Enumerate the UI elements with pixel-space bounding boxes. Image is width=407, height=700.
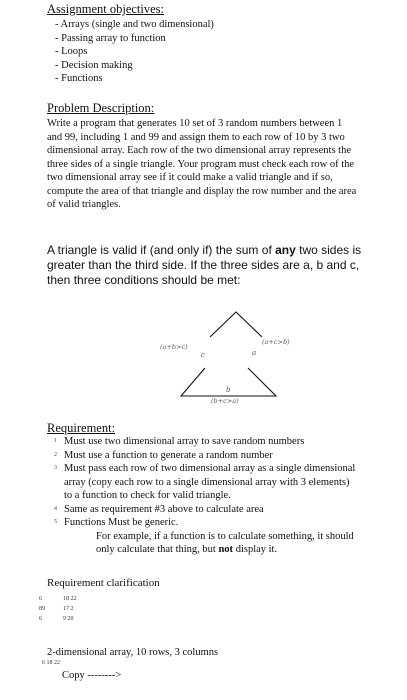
problem-text: Write a program that generates 10 set of 3 random numbers between 1 and 99, including 1 and 99 and assign them to each row of 10 by 3 two dimensional array. Each row of the two dimensional array represents the three sides of a single triangle. Your program must check each row of the two dimensional array see if it could make a valid triangle and if so, compute the area of that triangle and display the row number and the area of valid triangles. [47, 118, 357, 210]
side-label-b: b [226, 386, 231, 394]
clarification-row-right: 17 2 [63, 606, 74, 612]
requirement-number: 5 [54, 519, 57, 525]
condition-right: (a+c>b) [262, 338, 290, 346]
triangle-rule-after: two sides is greater than the third side. If the three sides are a, b and c, then three conditions should be met: [47, 243, 362, 287]
copy-label: Copy --------> [62, 670, 122, 681]
clarification-heading: Requirement clarification [47, 577, 160, 589]
clarification-row-left: 89 [39, 606, 45, 612]
clarification-row-right: 9 20 [63, 616, 74, 622]
condition-bottom: (b+c>a) [211, 397, 239, 405]
clarification-row-left: 6 [39, 596, 42, 602]
example-before: For example, if a function is to calculate something, it should only calculate that thing, but [96, 530, 354, 555]
requirement-item [48, 462, 358, 503]
requirement-number: 3 [54, 465, 57, 471]
objective-item: - Passing array to function [55, 32, 166, 44]
requirement-item [48, 516, 358, 530]
clarification-row-left: 6 [39, 616, 42, 622]
problem-heading: Problem Description: [47, 101, 155, 115]
example-bold: not [218, 544, 234, 555]
side-label-a: a [252, 349, 257, 357]
requirement-text: Must pass each row of two dimensional array as a single dimensional array (copy each row to a single dimensional array with 3 elements) to a function to check for valid triangle. [64, 463, 356, 501]
clarification-row-right: 18 22 [63, 596, 77, 602]
small-row: 6 18 22 [42, 660, 60, 666]
objective-item: - Decision making [55, 59, 133, 71]
triangle-rule-before: A triangle is valid if (and only if) the sum of [47, 243, 276, 257]
requirement-list [48, 435, 358, 557]
array-label: 2-dimensional array, 10 rows, 3 columns [47, 647, 219, 658]
side-label-c: c [201, 351, 205, 359]
requirement-item [48, 449, 358, 463]
requirement-item [48, 503, 358, 517]
triangle-top-edges [210, 312, 262, 337]
requirement-text: Must use a function to generate a random number [64, 449, 273, 461]
triangle-rule-bold: any [275, 243, 296, 257]
objective-item: - Arrays (single and two dimensional) [55, 19, 214, 30]
example-after: display it. [233, 544, 278, 555]
requirement-item [48, 435, 358, 449]
requirement-text: Must use two dimensional array to save random numbers [64, 436, 305, 447]
objective-item: - Functions [55, 73, 103, 84]
requirement-text: Functions Must be generic. [64, 517, 179, 528]
requirement-example [48, 530, 358, 557]
requirement-number: 2 [54, 451, 57, 458]
requirement-heading: Requirement: [47, 421, 116, 435]
condition-left: (a+b>c) [160, 343, 188, 351]
requirement-text: Same as requirement #3 above to calculate area [64, 503, 264, 515]
requirement-number: 1 [54, 438, 57, 444]
objectives-heading: Assignment objectives: [47, 2, 164, 16]
objective-item: - Loops [55, 46, 88, 57]
requirement-number: 4 [54, 505, 57, 512]
